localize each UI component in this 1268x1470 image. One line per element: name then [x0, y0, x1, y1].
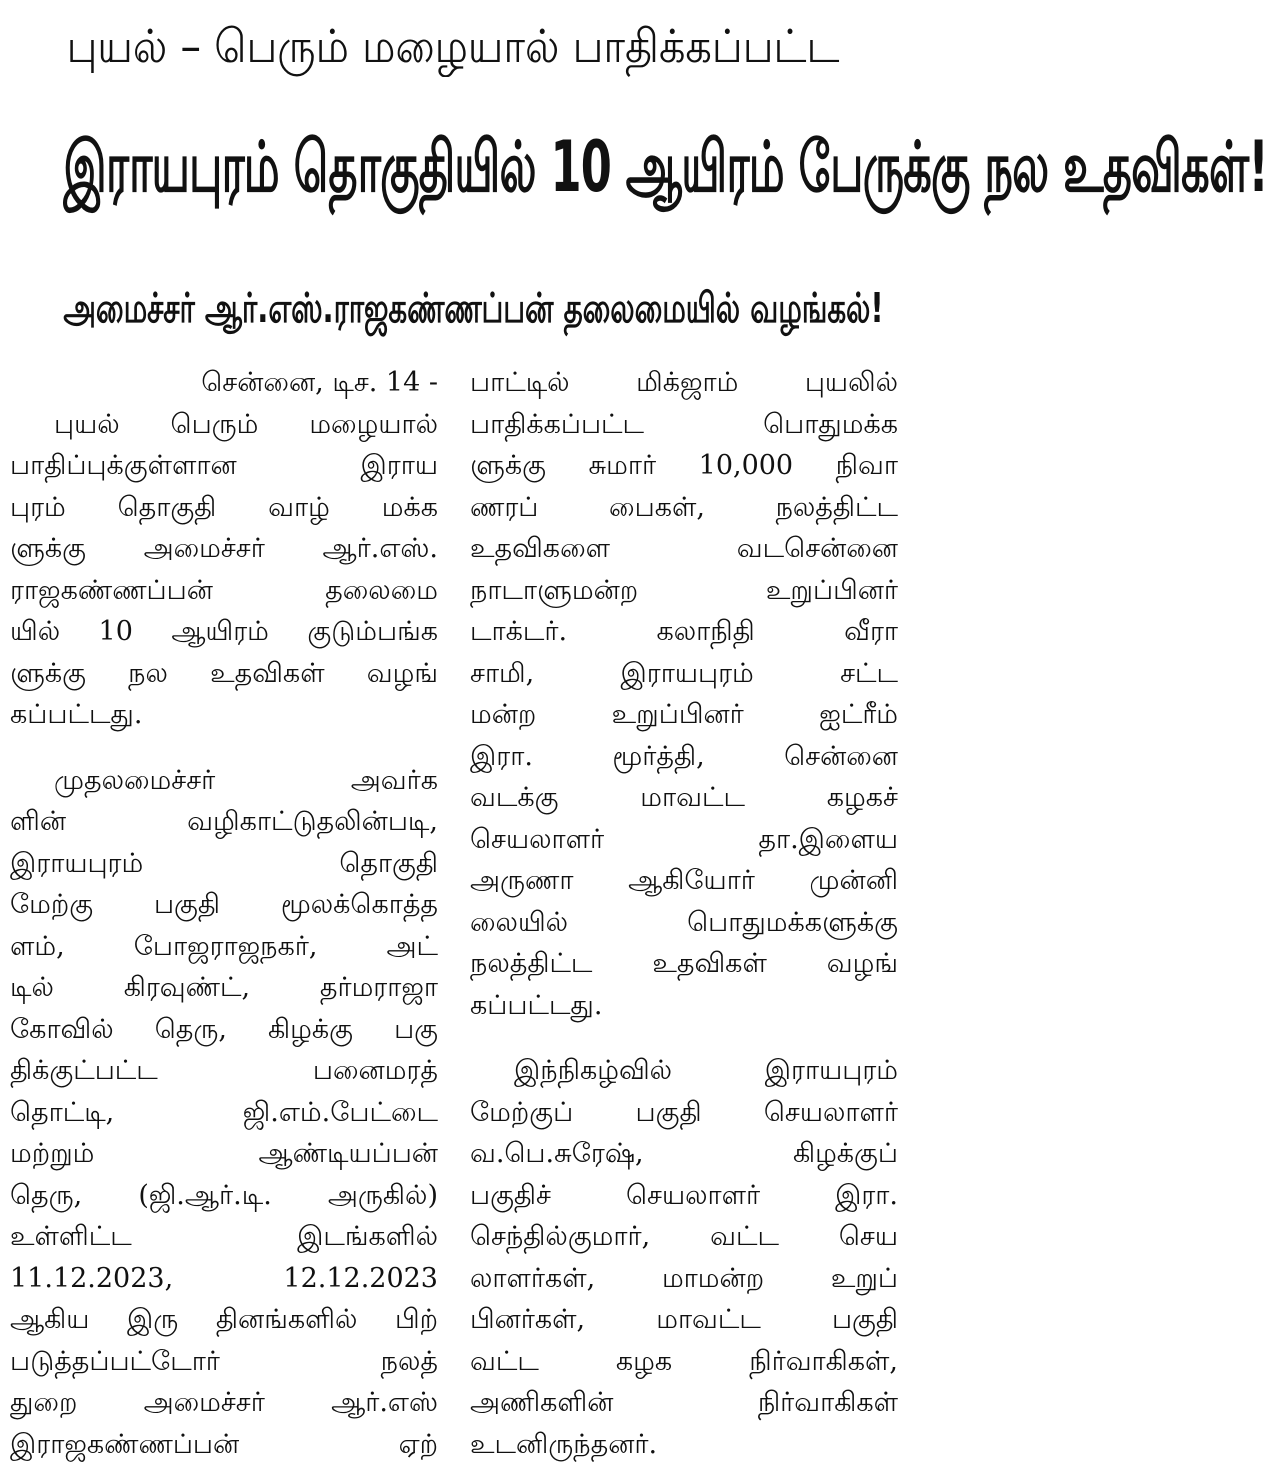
paragraph-line: கப்பட்டது. [10, 699, 143, 730]
paragraph-line: ஆகிய இரு தினங்களில் பிற் [10, 1304, 438, 1335]
paragraph-line: புயல் பெரும் மழையால் [54, 408, 438, 440]
paragraph-line: ளுக்கு நல உதவிகள் வழங் [10, 657, 438, 689]
paragraph-line: பாட்டில் மிக்ஜாம் புயலில் [470, 367, 898, 398]
sub-headline: அமைச்சர் ஆர்.எஸ்.ராஜகண்ணப்பன் தலைமையில் வழங்கல்! [63, 285, 884, 333]
paragraph-line: ளுக்கு சுமார் 10,000 நிவா [470, 450, 898, 481]
paragraph-line: நாடாளுமன்ற உறுப்பினர் [470, 574, 898, 606]
paragraph-line: மன்ற உறுப்பினர் ஐட்ரீம் [470, 699, 898, 730]
dateline: சென்னை, டிச. 14 - [201, 367, 438, 398]
main-headline: இராயபுரம் தொகுதியில் 10 ஆயிரம் பேருக்கு நல உதவிகள்! [63, 127, 1268, 209]
paragraph-line: 11.12.2023, 12.12.2023 [10, 1262, 438, 1294]
paragraph-line: பகுதிச் செயலாளர் இரா. [470, 1179, 898, 1211]
paragraph-line: பாதிக்கப்பட்ட பொதுமக்க [470, 408, 898, 440]
article-column-right [470, 362, 898, 1462]
paragraph-line: அருணா ஆகியோர் முன்னி [470, 865, 898, 896]
article-column-left [10, 362, 438, 1462]
paragraph-line: ராஜகண்ணப்பன் தலைமை [10, 574, 438, 606]
paragraph-line: மேற்குப் பகுதி செயலாளர் [470, 1096, 898, 1128]
paragraph-line: மற்றும் ஆண்டியப்பன் [10, 1138, 438, 1169]
paragraph-line: இராஜகண்ணப்பன் ஏற் [10, 1428, 438, 1460]
paragraph-line: உடனிருந்தனர். [470, 1428, 658, 1460]
paragraph-line: வட்ட கழக நிர்வாகிகள், [470, 1345, 898, 1377]
paragraph-gap [10, 736, 438, 760]
paragraph-line: துறை அமைச்சர் ஆர்.எஸ் [10, 1387, 438, 1418]
paragraph-line: ளின் வழிகாட்டுதலின்படி, [10, 806, 438, 837]
paragraph-line: நலத்திட்ட உதவிகள் வழங் [470, 948, 898, 979]
paragraph-line: இரா. மூர்த்தி, சென்னை [470, 740, 898, 772]
paragraph-line: இராயபுரம் தொகுதி [10, 847, 438, 879]
paragraph-line: உள்ளிட்ட இடங்களில் [10, 1221, 438, 1252]
paragraph-line: புரம் தொகுதி வாழ் மக்க [10, 491, 438, 523]
paragraph-line: இந்நிகழ்வில் இராயபுரம் [514, 1055, 898, 1086]
paragraph-line: உதவிகளை வடசென்னை [470, 533, 898, 564]
paragraph-line: படுத்தப்பட்டோர் நலத் [10, 1345, 438, 1377]
paragraph-line: பினர்கள், மாவட்ட பகுதி [470, 1304, 898, 1335]
paragraph-line: லாளர்கள், மாமன்ற உறுப் [470, 1262, 898, 1294]
paragraph-gap [470, 1026, 898, 1050]
paragraph-line: வ.பெ.சுரேஷ், கிழக்குப் [470, 1138, 898, 1169]
paragraph-line: திக்குட்பட்ட பனைமரத் [10, 1055, 438, 1086]
paragraph-line: வடக்கு மாவட்ட கழகச் [470, 782, 898, 813]
kicker-headline: புயல் – பெரும் மழையால் பாதிக்கப்பட்ட [66, 19, 840, 73]
paragraph-line: செயலாளர் தா.இளைய [470, 823, 898, 855]
paragraph-line: ளுக்கு அமைச்சர் ஆர்.எஸ். [10, 533, 438, 564]
paragraph-line: ளம், போஜராஜநகர், அட் [10, 930, 438, 962]
paragraph-line: தொட்டி, ஜி.எம்.பேட்டை [10, 1096, 438, 1128]
paragraph-line: கோவில் தெரு, கிழக்கு பகு [10, 1013, 438, 1045]
paragraph-line: ணரப் பைகள், நலத்திட்ட [470, 491, 898, 523]
paragraph-line: முதலமைச்சர் அவர்க [54, 764, 438, 796]
paragraph-line: மேற்கு பகுதி மூலக்கொத்த [10, 889, 438, 920]
paragraph-line: தெரு, (ஜி.ஆர்.டி. அருகில்) [10, 1179, 438, 1211]
paragraph-line: டாக்டர். கலாநிதி வீரா [470, 616, 898, 647]
paragraph-line: கப்பட்டது. [470, 989, 603, 1021]
paragraph-line: அணிகளின் நிர்வாகிகள் [470, 1387, 898, 1418]
paragraph-line: சாமி, இராயபுரம் சட்ட [470, 657, 898, 689]
paragraph-line: லையில் பொதுமக்களுக்கு [470, 906, 898, 938]
paragraph-line: பாதிப்புக்குள்ளான இராய [10, 450, 438, 481]
paragraph-line: செந்தில்குமார், வட்ட செய [470, 1221, 898, 1252]
paragraph-line: டில் கிரவுண்ட், தர்மராஜா [10, 972, 438, 1003]
paragraph-line: யில் 10 ஆயிரம் குடும்பங்க [10, 616, 438, 647]
